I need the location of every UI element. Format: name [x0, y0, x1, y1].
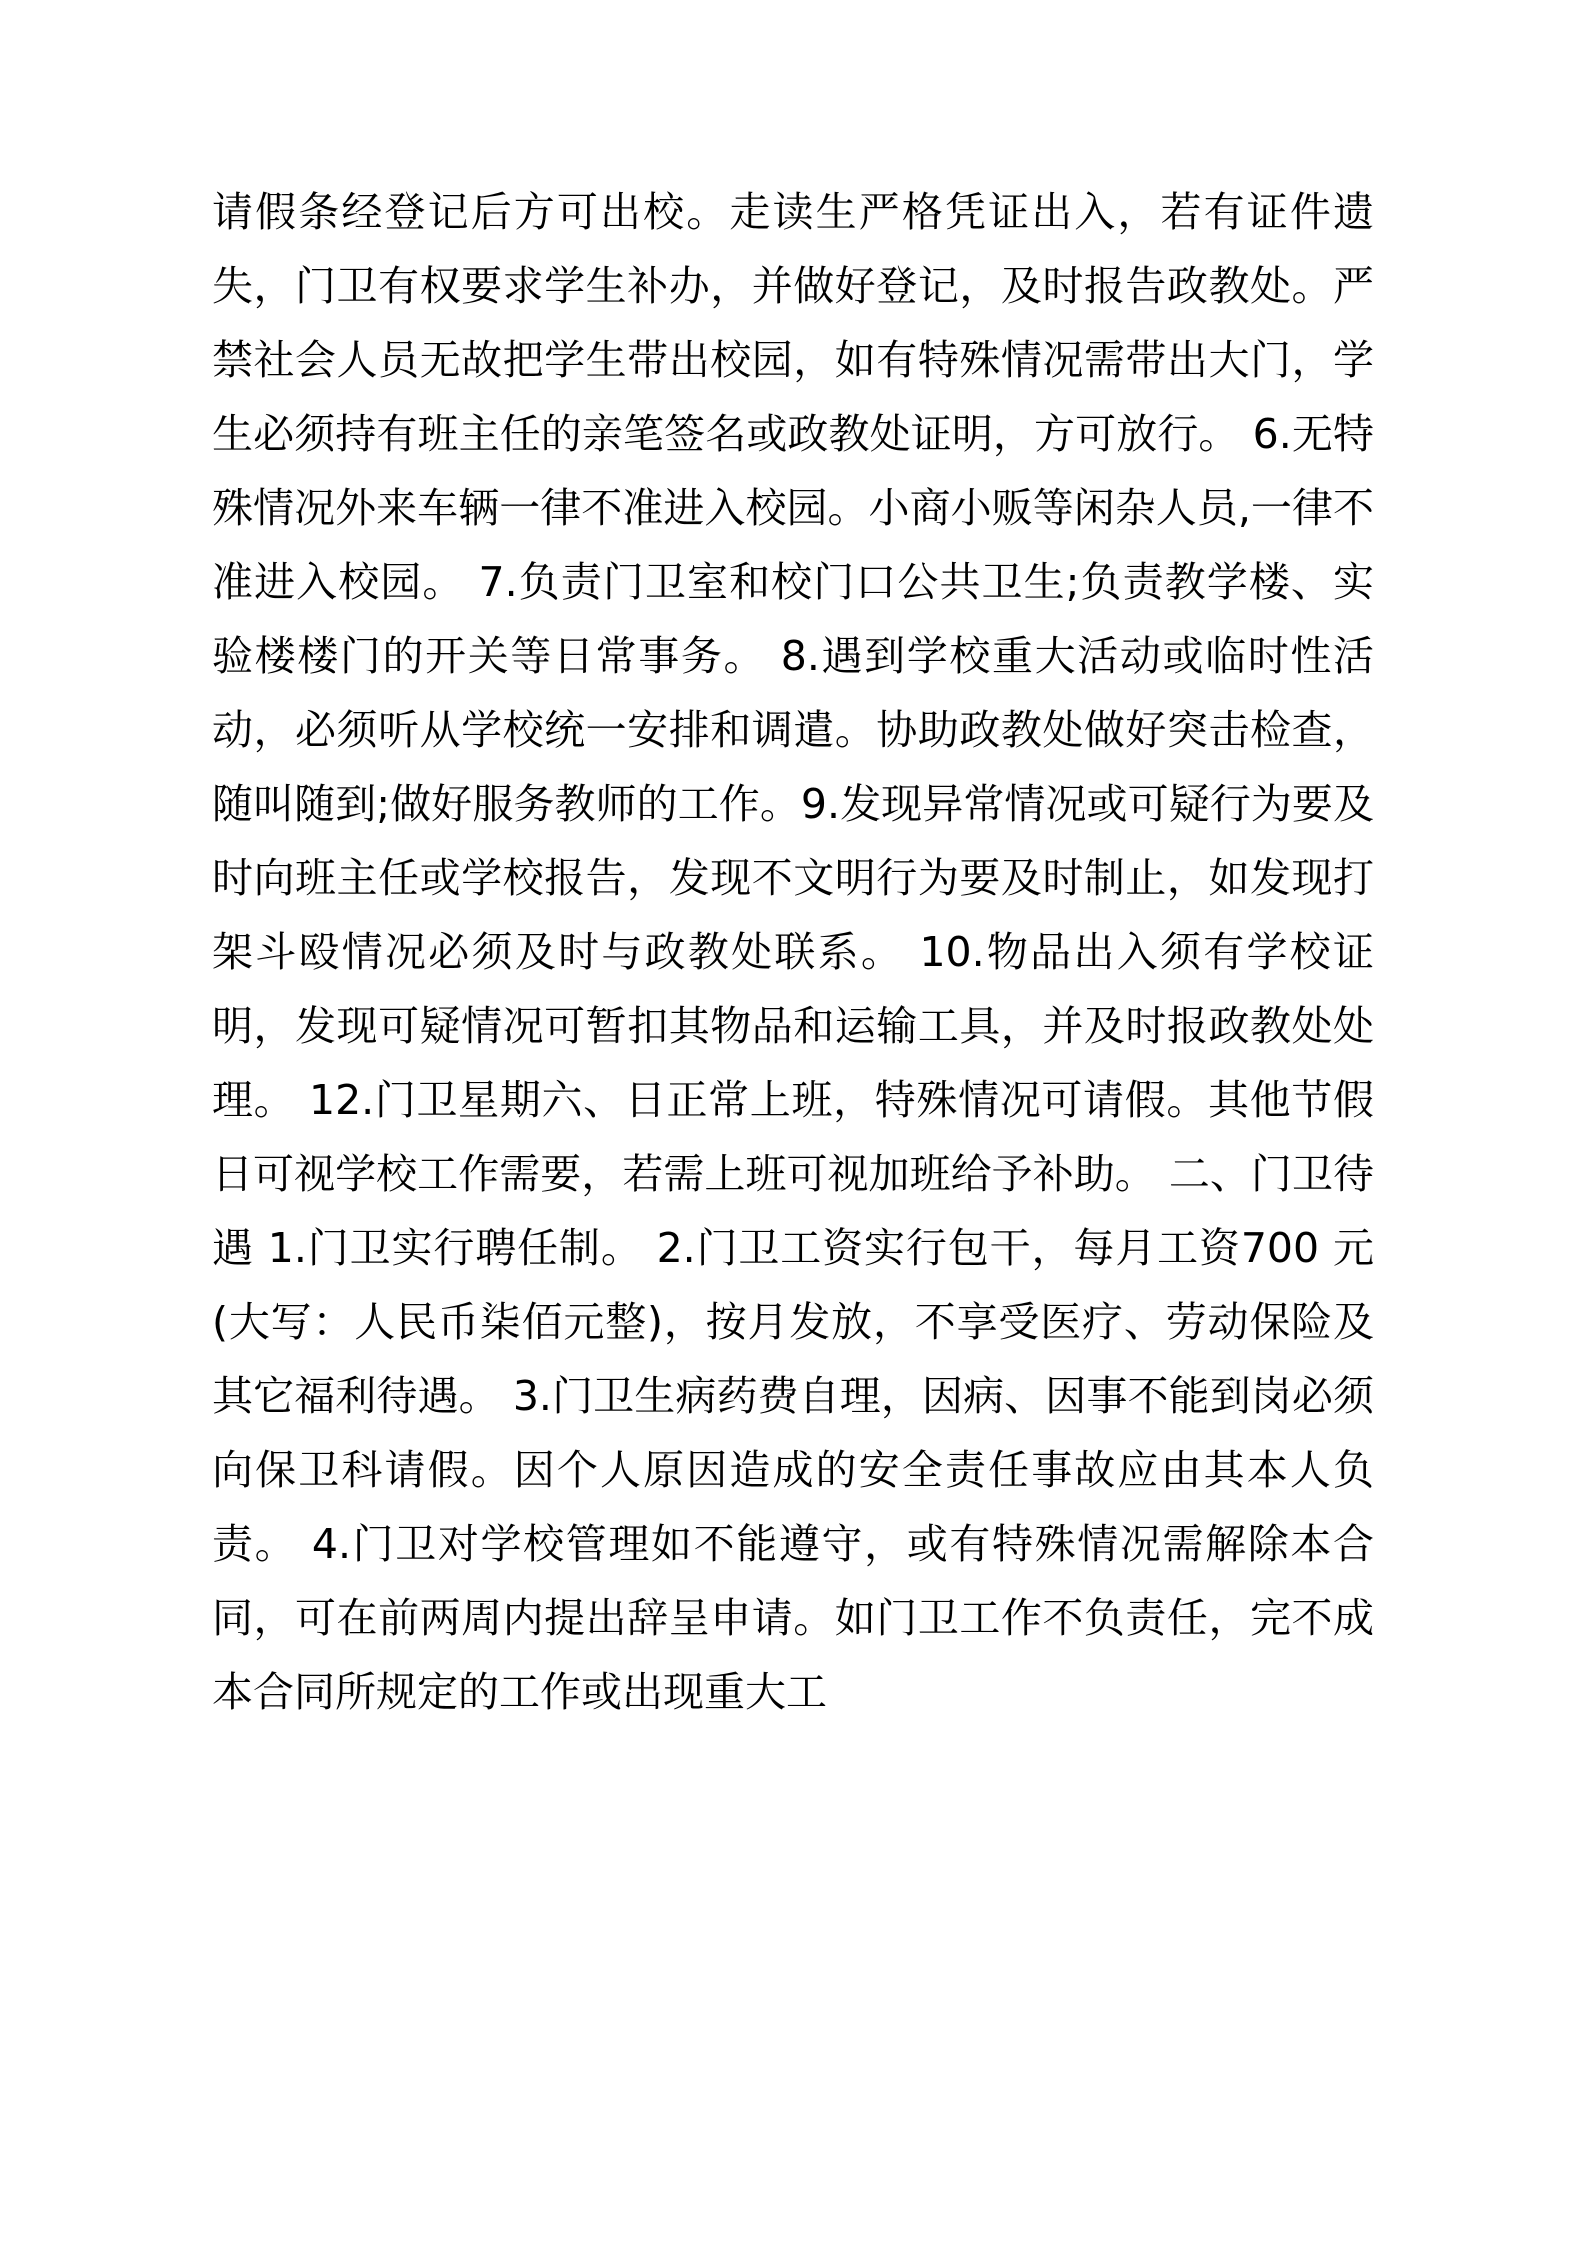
document-text-block	[212, 175, 1374, 1729]
body-paragraph: 请假条经登记后方可出校。走读生严格凭证出入，若有证件遗失，门卫有权要求学生补办，并做好登记，及时报告政教处。严禁社会人员无故把学生带出校园，如有特殊情况需带出大门，学生必须持有班主任的亲笔签名或政教处证明，方可放行。 6.无特殊情况外来车辆一律不准进入校园。小商小贩等闲杂人员,一律不准进入校园。 7.负责门卫室和校门口公共卫生;负责教学楼、实验楼楼门的开关等日常事务。 8.遇到学校重大活动或临时性活动，必须听从学校统一安排和调遣。协助政教处做好突击检查，随叫随到;做好服务教师的工作。9.发现异常情况或可疑行为要及时向班主任或学校报告，发现不文明行为要及时制止，如发现打架斗殴情况必须及时与政教处联系。 10.物品出入须有学校证明，发现可疑情况可暂扣其物品和运输工具，并及时报政教处处理。 12.门卫星期六、日正常上班，特殊情况可请假。其他节假日可视学校工作需要，若需上班可视加班给予补助。 二、门卫待遇 1.门卫实行聘任制。 2.门卫工资实行包干，每月工资700 元(大写：人民币柒佰元整)，按月发放，不享受医疗、劳动保险及其它福利待遇。 3.门卫生病药费自理，因病、因事不能到岗必须向保卫科请假。因个人原因造成的安全责任事故应由其本人负责。 4.门卫对学校管理如不能遵守，或有特殊情况需解除本合同，可在前两周内提出辞呈申请。如门卫工作不负责任，完不成本合同所规定的工作或出现重大工	[212, 188, 1374, 1716]
